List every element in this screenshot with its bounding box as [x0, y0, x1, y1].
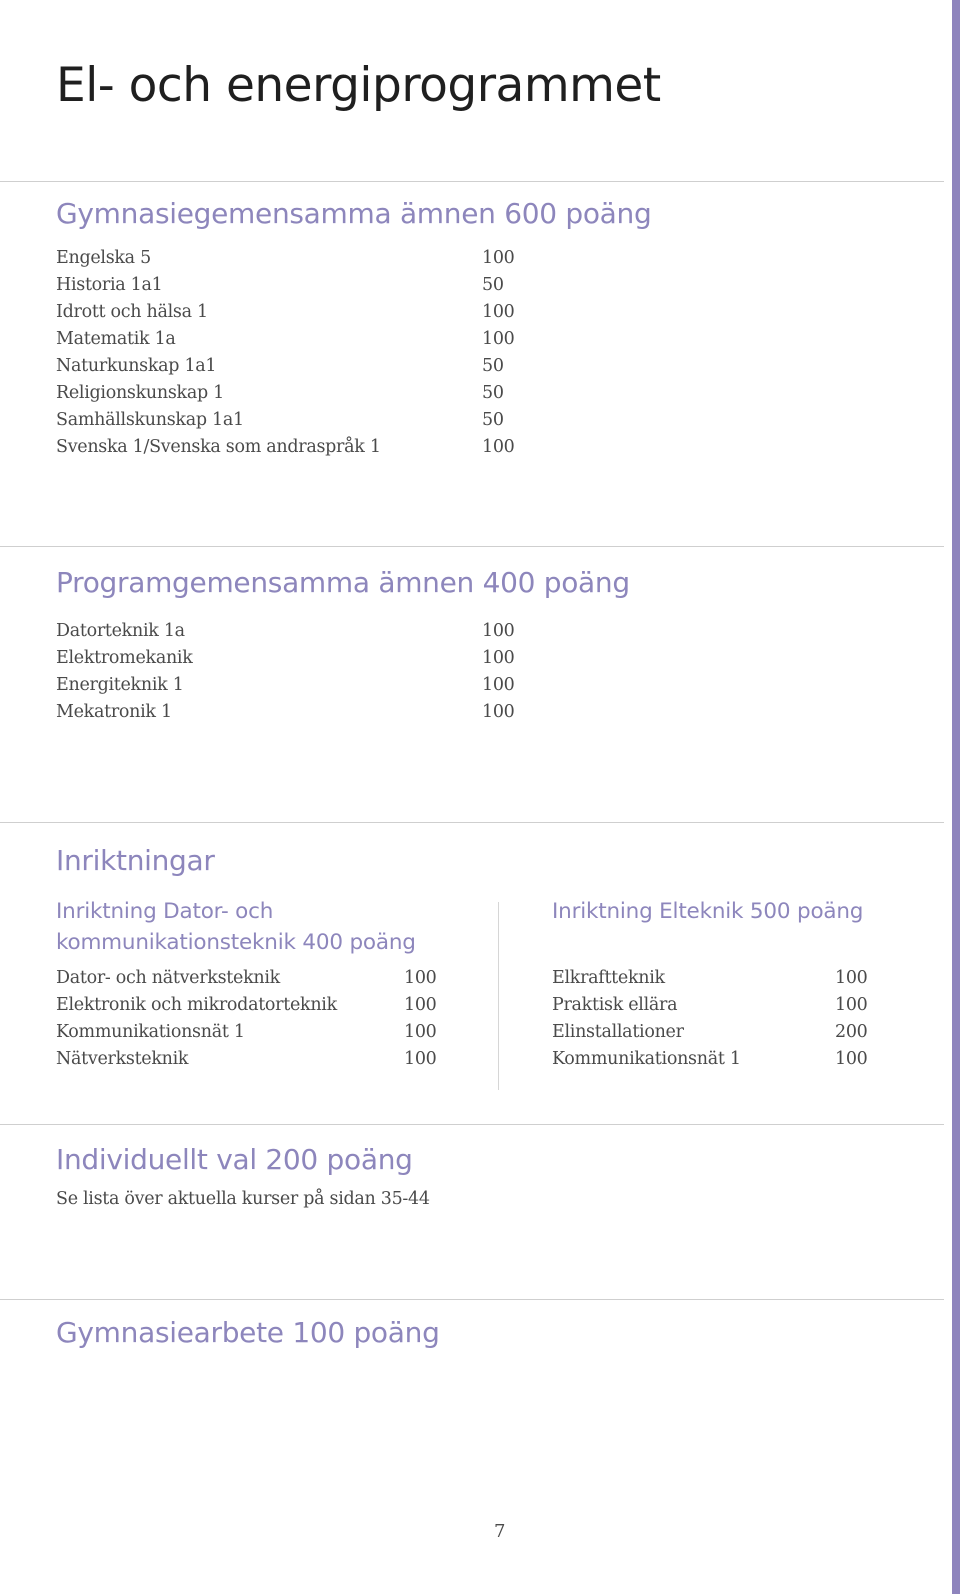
- course-name: Svenska 1/Svenska som andraspråk 1: [56, 437, 381, 457]
- course-list-gymnasiegemensamma: [56, 245, 515, 461]
- list-item: [56, 1046, 437, 1073]
- section-heading-gymnasiearbete: Gymnasiearbete 100 poäng: [56, 1316, 440, 1349]
- course-points: 200: [835, 1022, 868, 1042]
- list-item: [56, 245, 515, 272]
- subheading-line: kommunikationsteknik 400 poäng: [56, 930, 416, 955]
- section-heading-programgemensamma: Programgemensamma ämnen 400 poäng: [56, 566, 630, 599]
- course-points: 50: [482, 383, 504, 403]
- course-points: 50: [482, 275, 504, 295]
- list-item: [552, 1046, 868, 1073]
- course-points: 100: [404, 968, 437, 988]
- section-heading-individuellt: Individuellt val 200 poäng: [56, 1143, 413, 1176]
- course-name: Energiteknik 1: [56, 675, 184, 695]
- course-name: Kommunikationsnät 1: [56, 1022, 245, 1042]
- section-divider: [0, 1124, 944, 1125]
- course-points: 100: [482, 437, 515, 457]
- course-name: Idrott och hälsa 1: [56, 302, 208, 322]
- course-name: Samhällskunskap 1a1: [56, 410, 244, 430]
- course-name: Naturkunskap 1a1: [56, 356, 217, 376]
- list-item: [56, 434, 515, 461]
- course-points: 100: [482, 329, 515, 349]
- course-points: 100: [482, 702, 515, 722]
- list-item: [552, 965, 868, 992]
- course-name: Dator- och nätverksteknik: [56, 968, 280, 988]
- course-list-programgemensamma: [56, 618, 515, 726]
- list-item: [56, 618, 515, 645]
- individuellt-note: Se lista över aktuella kurser på sidan 35-44: [56, 1189, 430, 1209]
- course-points: 100: [835, 995, 868, 1015]
- course-points: 100: [482, 675, 515, 695]
- course-name: Datorteknik 1a: [56, 621, 185, 641]
- course-name: Nätverksteknik: [56, 1049, 189, 1069]
- course-points: 100: [482, 302, 515, 322]
- list-item: [56, 326, 515, 353]
- list-item: [552, 1019, 868, 1046]
- subheading-inriktning-dator: [56, 896, 416, 958]
- section-divider: [0, 181, 944, 182]
- course-name: Elkraftteknik: [552, 968, 665, 988]
- course-name: Engelska 5: [56, 248, 151, 268]
- section-divider: [0, 822, 944, 823]
- list-item: [56, 272, 504, 299]
- course-points: 100: [482, 248, 515, 268]
- list-item: [56, 353, 504, 380]
- list-item: [56, 380, 504, 407]
- course-name: Elektronik och mikrodatorteknik: [56, 995, 337, 1015]
- subheading-line: Inriktning Dator- och: [56, 899, 274, 924]
- course-name: Kommunikationsnät 1: [552, 1049, 741, 1069]
- course-points: 100: [835, 1049, 868, 1069]
- page-title: El- och energiprogrammet: [56, 58, 661, 113]
- side-accent-bar: [952, 0, 960, 1594]
- list-item: [56, 699, 515, 726]
- course-points: 100: [482, 648, 515, 668]
- course-points: 100: [404, 995, 437, 1015]
- course-name: Matematik 1a: [56, 329, 176, 349]
- course-points: 50: [482, 410, 504, 430]
- list-item: [56, 645, 515, 672]
- list-item: [56, 992, 437, 1019]
- course-list-elteknik: [552, 965, 868, 1073]
- list-item: [56, 1019, 437, 1046]
- course-points: 100: [482, 621, 515, 641]
- section-heading-gymnasiegemensamma: Gymnasiegemensamma ämnen 600 poäng: [56, 197, 652, 230]
- list-item: [56, 672, 515, 699]
- list-item: [56, 407, 504, 434]
- course-points: 100: [404, 1022, 437, 1042]
- column-divider: [498, 902, 499, 1090]
- section-divider: [0, 1299, 944, 1300]
- section-divider: [0, 546, 944, 547]
- course-name: Historia 1a1: [56, 275, 163, 295]
- course-name: Elektromekanik: [56, 648, 193, 668]
- list-item: [56, 965, 437, 992]
- course-list-dator: [56, 965, 437, 1073]
- course-name: Religionskunskap 1: [56, 383, 224, 403]
- list-item: [56, 299, 515, 326]
- subheading-inriktning-elteknik: Inriktning Elteknik 500 poäng: [552, 899, 864, 924]
- course-points: 50: [482, 356, 504, 376]
- course-name: Mekatronik 1: [56, 702, 172, 722]
- page-number: 7: [494, 1521, 506, 1542]
- course-name: Elinstallationer: [552, 1022, 684, 1042]
- course-points: 100: [404, 1049, 437, 1069]
- course-name: Praktisk ellära: [552, 995, 678, 1015]
- section-heading-inriktningar: Inriktningar: [56, 844, 215, 877]
- course-points: 100: [835, 968, 868, 988]
- list-item: [552, 992, 868, 1019]
